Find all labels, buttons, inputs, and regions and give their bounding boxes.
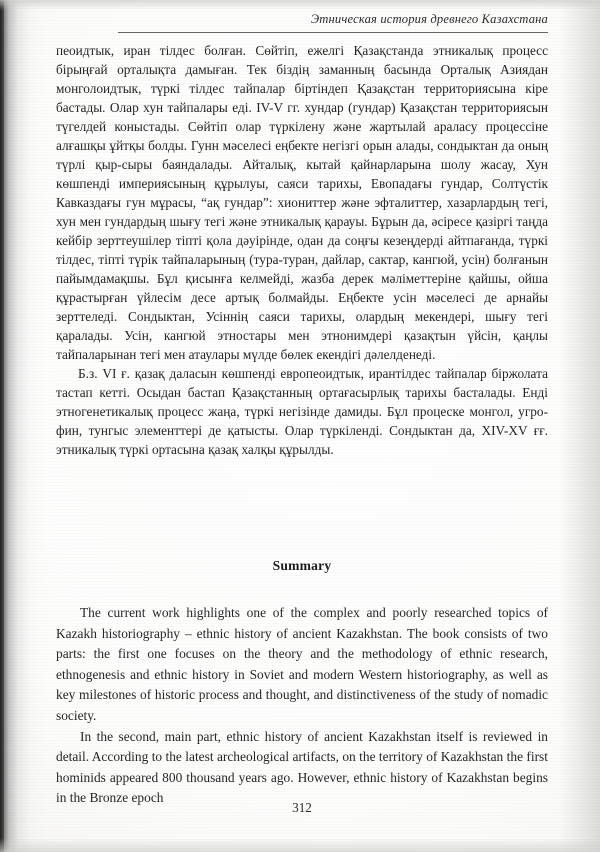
- text-block: [56, 0, 548, 852]
- paragraph: In the second, main part, ethnic history of ancient Kazakhstan itself is reviewed in detail. According to the latest archeological artifacts, on the territory of Kazakhstan the first hominids appeared 800 thousand years ago. However, ethnic history of Kazakhstan begins in the Bronze epoch: [56, 728, 548, 806]
- paragraph: The current work highlights one of the complex and poorly researched topics of Kazakh historiography – ethnic history of ancient Kazakhstan. The book consists of two parts: the first one focuses on the theory and the methodology of ethnic research, ethnogenesis and ethnic history in Soviet and modern Western historiography, as well as key milestones of historic process and thought, and distinctiveness of the study of nomadic society.: [56, 605, 548, 723]
- paragraph: Б.з. VI ғ. қазақ даласын көшпенді европеоидтык, ирантілдес тайпалар біржолата тастап кетті. Осыдан бастап Қазақстанның ортағасырлық тарихы басталады. Енді этногенетикалық процесс жаңа, түркі негізінде дамиды. Бұл процеске монгол, угро-фин, тунгыс элементтері де қатысты. Олар түркіленді. Сондыктан да, XIV-XV ғғ. этникалық түркі ортасына қазақ халқы құрылды.: [56, 366, 548, 457]
- summary-heading: Summary: [272, 558, 332, 573]
- page-number: 312: [292, 800, 312, 815]
- english-summary-text: [56, 603, 548, 809]
- running-head: Этническая история древнего Казахстана: [310, 12, 548, 26]
- header-rule: [118, 32, 548, 33]
- kazakh-body-text: [56, 41, 548, 459]
- paragraph: пеоидтык, иран тілдес болған. Сөйтіп, ежелгі Қазақстанда этникалық процесс бірыңғай орталықта дамыған. Тек біздің заманның басында Орталық Азиядан монголоидтык, түркі тілдес тайпалар біртіндеп Қазақстан территориясына кіре бастады. Олар хун тайпалары еді. IV-V гг. хундар (гундар) Қазақстан территориясын түгелдей коныстады. Сөйтіп олар түркілену және жартылай араласу процессіне алғашқы ұйтқы болды. Гунн мәселесі еңбекте негізгі орын алады, сондыктан да оның түрлі қыр-сыры баяндалады. Айталық, кытай қайнарларына шолу жасау, Хун көшпенді империясының құрылуы, саяси тарихы, Евопадағы гундар, Солтүстік Кавказдағы гун мұрасы, “ақ гундар”: хиониттер және эфталиттер, хазарлардың тегі, хун мен гундардың шығу тегі және этникалық қарауы. Бұрын да, әсіресе қазіргі таңда кейбір зерттеушілер тіпті қола дәуірінде, одан да соңғы кезеңдерді айтпағанда, түркі тілдес, тіпті түрік тайпаларының (тура-туран, дайлар, сактар, кангюй, усін) болғанын пайымдамақшы. Бұл қисынға келмейді, жазба дерек мәліметтеріне қайшы, ойша құрастырған үйлесім десе артық болмайды. Еңбекте усін мәселесі де арнайы зерттеледі. Сондыктан, Усіннің саяси тарихы, олардың мекендері, шығу тегі қаралады. Усін, кангюй этностары мен этнонимдері қазақтын үйсін, қаңлы тайпаларынан тегі мен атаулары мүлде бөлек екендігі дәлелденеді.: [56, 43, 548, 362]
